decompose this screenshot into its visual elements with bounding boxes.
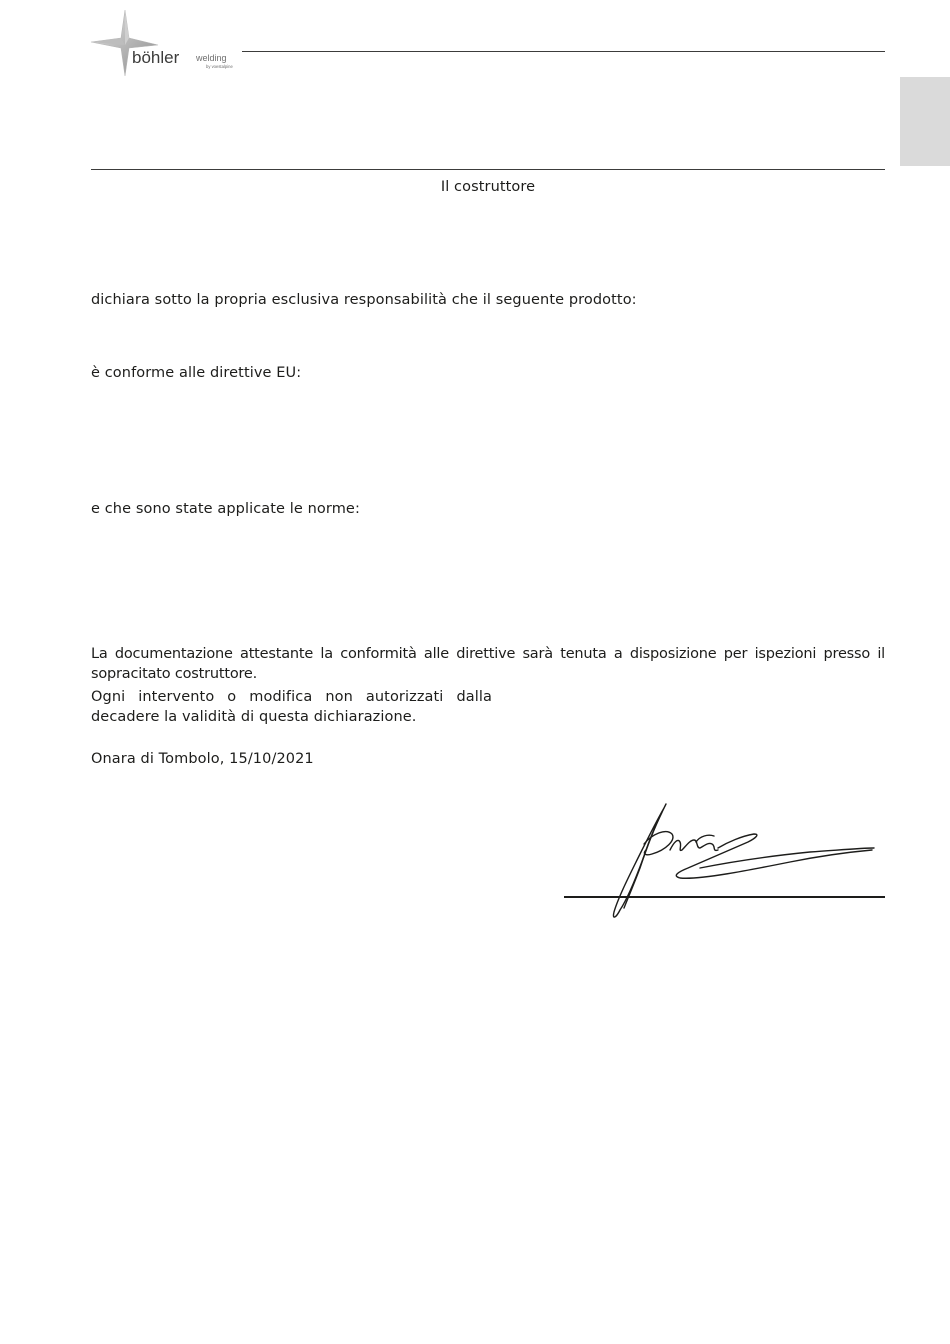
header-rule: [242, 51, 885, 52]
modification-notice-line1: Ogni intervento o modifica non autorizzati dalla: [91, 689, 492, 705]
svg-text:böhler: böhler: [132, 48, 180, 67]
standards-statement: e che sono state applicate le norme:: [91, 501, 360, 517]
svg-text:by voestalpine: by voestalpine: [206, 64, 233, 69]
side-tab-marker: [900, 77, 950, 166]
documentation-paragraph: La documentazione attestante la conformità alle direttive sarà tenuta a disposizione per ispezioni presso il sopracitato costruttore.: [91, 646, 885, 682]
declaration-statement: dichiara sotto la propria esclusiva responsabilità che il seguente prodotto:: [91, 292, 637, 308]
svg-text:welding: welding: [196, 53, 227, 63]
bohler-welding-logo: [88, 8, 248, 80]
place-and-date: Onara di Tombolo, 15/10/2021: [91, 751, 314, 767]
modification-notice-line2: decadere la validità di questa dichiarazione.: [91, 709, 417, 725]
manufacturer-heading: Il costruttore: [440, 179, 536, 195]
directives-statement: è conforme alle direttive EU:: [91, 365, 302, 381]
signature-line: [564, 896, 885, 898]
handwritten-signature: [600, 798, 880, 922]
title-rule: [91, 169, 885, 170]
